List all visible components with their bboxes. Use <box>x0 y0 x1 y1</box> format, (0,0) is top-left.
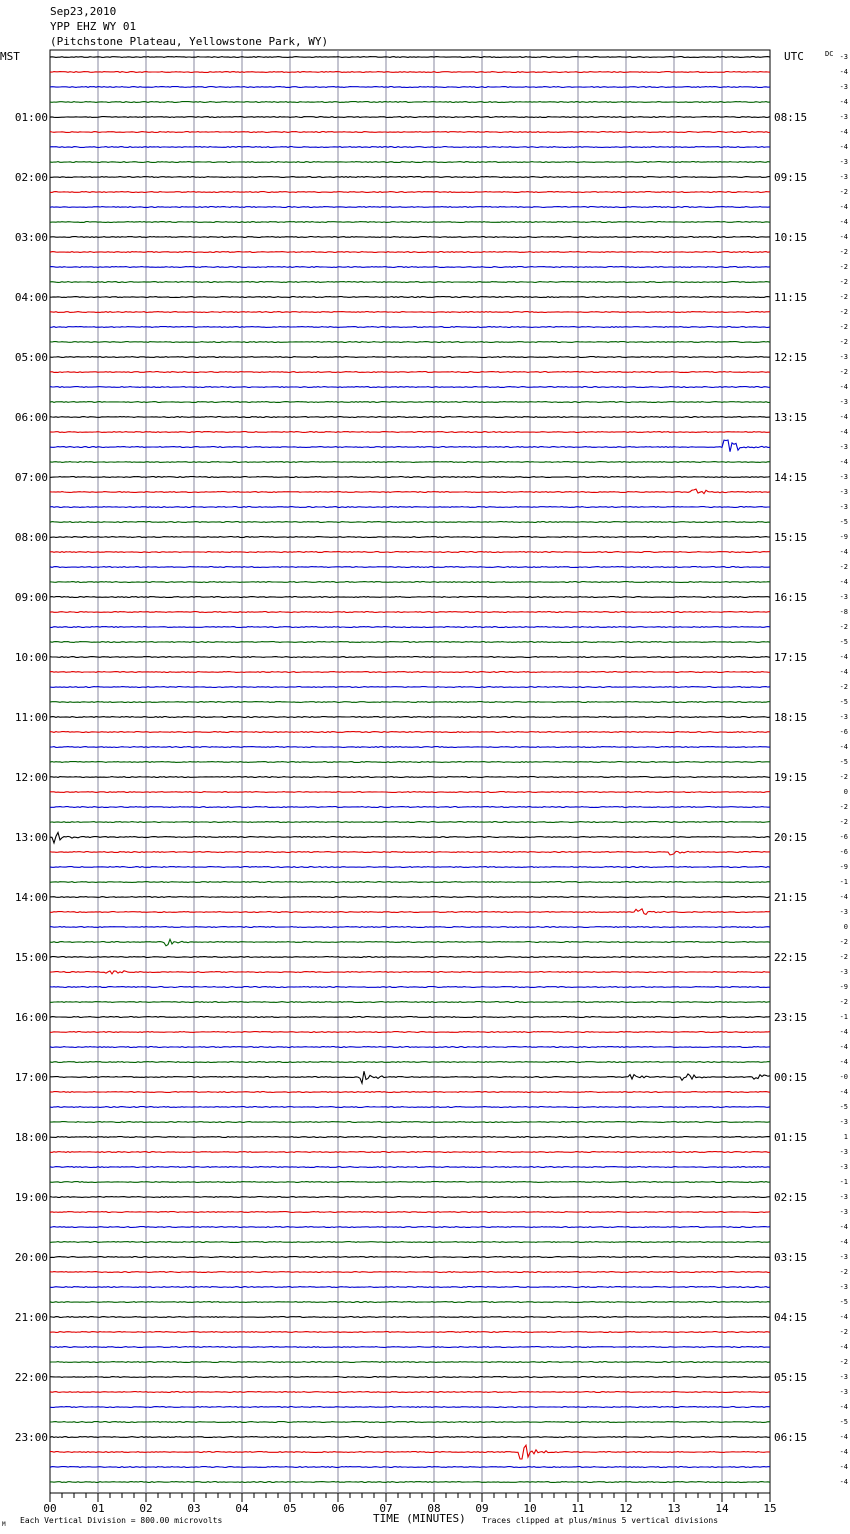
dc-offset-label: -4 <box>839 743 848 751</box>
dc-offset-label: -4 <box>839 413 848 421</box>
trace-row-51 <box>50 822 770 823</box>
dc-offset-label: -4 <box>839 1343 848 1351</box>
dc-offset-label: -3 <box>839 1283 848 1291</box>
utc-hour-label: 04:15 <box>774 1311 808 1324</box>
trace-row-69 <box>50 1092 770 1093</box>
utc-axis-label: UTC <box>784 50 804 63</box>
dc-offset-label: -1 <box>839 878 848 886</box>
trace-row-41 <box>50 672 770 673</box>
trace-row-64 <box>50 1017 770 1018</box>
chart-date: Sep23,2010 <box>50 5 117 18</box>
dc-offset-label: -4 <box>839 1478 848 1486</box>
mst-axis-label: MST <box>0 50 20 63</box>
dc-offset-label: -2 <box>839 998 848 1006</box>
trace-row-45 <box>50 732 770 733</box>
x-tick-label: 13 <box>667 1502 681 1515</box>
dc-offset-label: -3 <box>839 1193 848 1201</box>
utc-hour-label: 20:15 <box>774 831 808 844</box>
dc-offset-label: -4 <box>839 668 848 676</box>
dc-offset-label: -3 <box>839 1163 848 1171</box>
dc-offset-label: -3 <box>839 53 848 61</box>
dc-offset-label: -6 <box>839 848 848 856</box>
trace-row-87 <box>50 1362 770 1363</box>
dc-offset-label: -2 <box>839 953 848 961</box>
trace-row-66 <box>50 1047 770 1048</box>
trace-row-20 <box>50 357 770 358</box>
dc-offset-label: -9 <box>839 863 848 871</box>
dc-offset-label: -2 <box>839 938 848 946</box>
utc-hour-label: 23:15 <box>774 1011 808 1024</box>
x-tick-label: 00 <box>43 1502 57 1515</box>
dc-offset-label: -5 <box>839 638 848 646</box>
trace-row-86 <box>50 1347 770 1348</box>
trace-row-71 <box>50 1122 770 1123</box>
trace-row-52 <box>50 833 770 844</box>
dc-offset-label: -2 <box>839 278 848 286</box>
trace-row-36 <box>50 597 770 598</box>
dc-offset-label: -2 <box>839 623 848 631</box>
x-tick-label: 04 <box>235 1502 249 1515</box>
dc-offset-label: -2 <box>839 818 848 826</box>
dc-offset-label: -2 <box>839 368 848 376</box>
trace-row-91 <box>50 1422 770 1423</box>
dc-offset-label: -4 <box>839 458 848 466</box>
mst-hour-label: 16:00 <box>14 1011 48 1024</box>
dc-offset-label: -3 <box>839 713 848 721</box>
trace-row-28 <box>50 477 770 478</box>
trace-row-76 <box>50 1197 770 1198</box>
dc-offset-label: -2 <box>839 248 848 256</box>
dc-offset-label: -4 <box>839 1043 848 1051</box>
dc-offset-label: -3 <box>839 1388 848 1396</box>
trace-row-78 <box>50 1227 770 1228</box>
utc-hour-label: 16:15 <box>774 591 808 604</box>
trace-row-68 <box>50 1071 770 1083</box>
dc-offset-label: -3 <box>839 398 848 406</box>
dc-offset-label: -4 <box>839 203 848 211</box>
dc-offset-label: -3 <box>839 1253 848 1261</box>
x-tick-label: 09 <box>475 1502 489 1515</box>
dc-offset-label: -2 <box>839 1268 848 1276</box>
trace-row-39 <box>50 642 770 643</box>
mst-hour-label: 08:00 <box>14 531 48 544</box>
trace-row-43 <box>50 702 770 703</box>
dc-offset-label: -5 <box>839 758 848 766</box>
trace-row-54 <box>50 867 770 868</box>
dc-offset-label: 1 <box>843 1133 848 1141</box>
dc-offset-label: -2 <box>839 683 848 691</box>
utc-hour-label: 01:15 <box>774 1131 808 1144</box>
dc-offset-label: -5 <box>839 518 848 526</box>
trace-row-15 <box>50 282 770 283</box>
trace-row-50 <box>50 807 770 808</box>
trace-row-72 <box>50 1137 770 1138</box>
dc-column-label: DC <box>825 50 834 58</box>
utc-hour-label: 02:15 <box>774 1191 808 1204</box>
dc-offset-label: -9 <box>839 983 848 991</box>
trace-row-53 <box>50 851 770 855</box>
trace-row-13 <box>50 252 770 253</box>
x-tick-label: 02 <box>139 1502 153 1515</box>
mst-hour-label: 15:00 <box>14 951 48 964</box>
dc-offset-label: -3 <box>839 113 848 121</box>
x-axis-title: TIME (MINUTES) <box>373 1512 466 1525</box>
utc-hour-label: 18:15 <box>774 711 808 724</box>
utc-hour-label: 09:15 <box>774 171 808 184</box>
utc-hour-label: 08:15 <box>774 111 808 124</box>
trace-row-3 <box>50 102 770 103</box>
dc-offset-label: -3 <box>839 83 848 91</box>
trace-row-75 <box>50 1182 770 1183</box>
trace-row-67 <box>50 1062 770 1063</box>
utc-hour-label: 19:15 <box>774 771 808 784</box>
mst-hour-label: 02:00 <box>14 171 48 184</box>
dc-offset-label: -2 <box>839 563 848 571</box>
trace-row-85 <box>50 1332 770 1333</box>
dc-offset-label: -4 <box>839 383 848 391</box>
dc-offset-label: -3 <box>839 968 848 976</box>
utc-hour-label: 21:15 <box>774 891 808 904</box>
dc-offset-label: -4 <box>839 1238 848 1246</box>
utc-hour-label: 05:15 <box>774 1371 808 1384</box>
trace-row-30 <box>50 507 770 508</box>
trace-row-27 <box>50 462 770 463</box>
trace-row-19 <box>50 342 770 343</box>
scale-note: Each Vertical Division = 800.00 microvolts <box>20 1516 223 1525</box>
dc-offset-label: -3 <box>839 353 848 361</box>
x-tick-label: 03 <box>187 1502 201 1515</box>
trace-row-29 <box>50 489 770 494</box>
dc-offset-label: -4 <box>839 218 848 226</box>
trace-row-46 <box>50 747 770 748</box>
trace-row-4 <box>50 117 770 118</box>
station-location: (Pitchstone Plateau, Yellowstone Park, WY) <box>50 35 329 48</box>
trace-row-31 <box>50 522 770 523</box>
trace-row-2 <box>50 87 770 88</box>
dc-offset-label: -6 <box>839 833 848 841</box>
x-tick-label: 15 <box>763 1502 777 1515</box>
mst-hour-label: 09:00 <box>14 591 48 604</box>
mst-hour-label: 17:00 <box>14 1071 48 1084</box>
utc-hour-label: 14:15 <box>774 471 808 484</box>
dc-offset-label: -4 <box>839 1028 848 1036</box>
trace-row-42 <box>50 687 770 688</box>
utc-hour-label: 00:15 <box>774 1071 808 1084</box>
utc-hour-label: 13:15 <box>774 411 808 424</box>
dc-offset-label: -8 <box>839 608 848 616</box>
dc-offset-label: -3 <box>839 473 848 481</box>
trace-row-17 <box>50 312 770 313</box>
dc-offset-label: -3 <box>839 1118 848 1126</box>
dc-offset-label: -4 <box>839 1403 848 1411</box>
dc-offset-label: -3 <box>839 908 848 916</box>
station-id: YPP EHZ WY 01 <box>50 20 137 33</box>
utc-hour-label: 06:15 <box>774 1431 808 1444</box>
dc-offset-label: -0 <box>839 1073 848 1081</box>
trace-row-22 <box>50 387 770 388</box>
dc-offset-label: -1 <box>839 1178 848 1186</box>
dc-offset-label: -3 <box>839 488 848 496</box>
trace-row-47 <box>50 762 770 763</box>
dc-offset-label: -3 <box>839 1208 848 1216</box>
trace-row-40 <box>50 657 770 658</box>
x-tick-label: 01 <box>91 1502 105 1515</box>
trace-row-16 <box>50 297 770 298</box>
corner-mark: M <box>2 1521 6 1528</box>
trace-row-70 <box>50 1107 770 1108</box>
trace-row-58 <box>50 927 770 928</box>
mst-hour-label: 01:00 <box>14 111 48 124</box>
trace-row-49 <box>50 792 770 793</box>
trace-row-23 <box>50 402 770 403</box>
dc-offset-label: -4 <box>839 578 848 586</box>
trace-row-61 <box>50 971 770 974</box>
dc-offset-label: -2 <box>839 1328 848 1336</box>
trace-row-88 <box>50 1377 770 1378</box>
dc-offset-label: -4 <box>839 143 848 151</box>
mst-hour-label: 12:00 <box>14 771 48 784</box>
dc-offset-label: -2 <box>839 803 848 811</box>
dc-offset-label: -4 <box>839 1088 848 1096</box>
mst-hour-label: 11:00 <box>14 711 48 724</box>
trace-row-12 <box>50 237 770 238</box>
mst-hour-label: 05:00 <box>14 351 48 364</box>
clip-note: Traces clipped at plus/minus 5 vertical divisions <box>482 1516 719 1525</box>
dc-offset-label: -1 <box>839 1013 848 1021</box>
trace-row-81 <box>50 1272 770 1273</box>
trace-row-5 <box>50 132 770 133</box>
dc-offset-label: -3 <box>839 1148 848 1156</box>
trace-row-38 <box>50 627 770 628</box>
utc-hour-label: 12:15 <box>774 351 808 364</box>
trace-row-6 <box>50 147 770 148</box>
trace-row-65 <box>50 1032 770 1033</box>
trace-row-0 <box>50 57 770 58</box>
trace-row-26 <box>50 440 770 452</box>
trace-row-1 <box>50 72 770 73</box>
mst-hour-label: 21:00 <box>14 1311 48 1324</box>
dc-offset-label: -2 <box>839 308 848 316</box>
dc-offset-label: -5 <box>839 1103 848 1111</box>
dc-offset-label: -2 <box>839 263 848 271</box>
dc-offset-label: -3 <box>839 1373 848 1381</box>
x-tick-label: 05 <box>283 1502 297 1515</box>
dc-offset-label: -9 <box>839 533 848 541</box>
mst-hour-label: 19:00 <box>14 1191 48 1204</box>
mst-hour-label: 03:00 <box>14 231 48 244</box>
dc-offset-label: -3 <box>839 173 848 181</box>
trace-row-79 <box>50 1242 770 1243</box>
trace-row-80 <box>50 1257 770 1258</box>
trace-row-89 <box>50 1392 770 1393</box>
dc-offset-label: -4 <box>839 548 848 556</box>
dc-offset-label: -2 <box>839 338 848 346</box>
trace-row-77 <box>50 1212 770 1213</box>
dc-offset-label: -4 <box>839 1058 848 1066</box>
trace-row-37 <box>50 612 770 613</box>
trace-row-14 <box>50 267 770 268</box>
mst-hour-label: 14:00 <box>14 891 48 904</box>
dc-offset-label: -4 <box>839 653 848 661</box>
trace-row-63 <box>50 1002 770 1003</box>
utc-hour-label: 22:15 <box>774 951 808 964</box>
x-tick-label: 12 <box>619 1502 633 1515</box>
x-tick-label: 06 <box>331 1502 345 1515</box>
mst-hour-label: 23:00 <box>14 1431 48 1444</box>
trace-row-34 <box>50 567 770 568</box>
dc-offset-label: -4 <box>839 233 848 241</box>
mst-hour-label: 22:00 <box>14 1371 48 1384</box>
dc-offset-label: -2 <box>839 773 848 781</box>
trace-row-55 <box>50 882 770 883</box>
trace-row-95 <box>50 1482 770 1483</box>
utc-hour-label: 15:15 <box>774 531 808 544</box>
dc-offset-label: -3 <box>839 593 848 601</box>
dc-offset-label: -4 <box>839 1313 848 1321</box>
dc-offset-label: -3 <box>839 503 848 511</box>
dc-offset-label: -5 <box>839 1418 848 1426</box>
trace-row-93 <box>50 1445 770 1459</box>
dc-offset-label: -5 <box>839 1298 848 1306</box>
trace-row-21 <box>50 372 770 373</box>
trace-row-9 <box>50 192 770 193</box>
trace-row-8 <box>50 177 770 178</box>
trace-row-25 <box>50 432 770 433</box>
dc-offset-label: -2 <box>839 293 848 301</box>
dc-offset-label: -4 <box>839 1433 848 1441</box>
dc-offset-label: -4 <box>839 893 848 901</box>
mst-hour-label: 06:00 <box>14 411 48 424</box>
trace-row-92 <box>50 1437 770 1438</box>
dc-offset-label: -2 <box>839 188 848 196</box>
trace-row-57 <box>50 909 770 915</box>
trace-row-56 <box>50 897 770 898</box>
x-tick-label: 10 <box>523 1502 537 1515</box>
dc-offset-label: -4 <box>839 1448 848 1456</box>
trace-row-60 <box>50 957 770 958</box>
trace-row-74 <box>50 1167 770 1168</box>
trace-row-44 <box>50 717 770 718</box>
trace-row-7 <box>50 162 770 163</box>
trace-row-90 <box>50 1407 770 1408</box>
dc-offset-label: -2 <box>839 1358 848 1366</box>
utc-hour-label: 11:15 <box>774 291 808 304</box>
trace-row-48 <box>50 777 770 778</box>
dc-offset-label: 0 <box>843 923 848 931</box>
mst-hour-label: 20:00 <box>14 1251 48 1264</box>
trace-row-59 <box>50 939 770 946</box>
trace-row-35 <box>50 582 770 583</box>
dc-offset-label: -4 <box>839 128 848 136</box>
utc-hour-label: 03:15 <box>774 1251 808 1264</box>
x-tick-label: 14 <box>715 1502 729 1515</box>
dc-offset-label: -4 <box>839 98 848 106</box>
trace-row-84 <box>50 1317 770 1318</box>
utc-hour-label: 10:15 <box>774 231 808 244</box>
dc-offset-label: -4 <box>839 428 848 436</box>
x-tick-label: 07 <box>379 1502 393 1515</box>
dc-offset-label: -4 <box>839 1463 848 1471</box>
dc-offset-label: -6 <box>839 728 848 736</box>
dc-offset-label: -3 <box>839 158 848 166</box>
mst-hour-label: 07:00 <box>14 471 48 484</box>
dc-offset-label: -2 <box>839 323 848 331</box>
mst-hour-label: 10:00 <box>14 651 48 664</box>
mst-hour-label: 13:00 <box>14 831 48 844</box>
trace-row-32 <box>50 537 770 538</box>
trace-row-10 <box>50 207 770 208</box>
trace-row-73 <box>50 1152 770 1153</box>
trace-row-62 <box>50 987 770 988</box>
trace-row-24 <box>50 417 770 418</box>
x-tick-label: 08 <box>427 1502 441 1515</box>
dc-offset-label: -3 <box>839 443 848 451</box>
trace-row-82 <box>50 1287 770 1288</box>
mst-hour-label: 04:00 <box>14 291 48 304</box>
trace-row-18 <box>50 327 770 328</box>
dc-offset-label: 0 <box>843 788 848 796</box>
dc-offset-label: -4 <box>839 1223 848 1231</box>
dc-offset-label: -4 <box>839 68 848 76</box>
x-tick-label: 11 <box>571 1502 585 1515</box>
utc-hour-label: 17:15 <box>774 651 808 664</box>
trace-row-33 <box>50 552 770 553</box>
mst-hour-label: 18:00 <box>14 1131 48 1144</box>
trace-row-94 <box>50 1467 770 1468</box>
trace-row-11 <box>50 222 770 223</box>
dc-offset-label: -5 <box>839 698 848 706</box>
trace-row-83 <box>50 1302 770 1303</box>
